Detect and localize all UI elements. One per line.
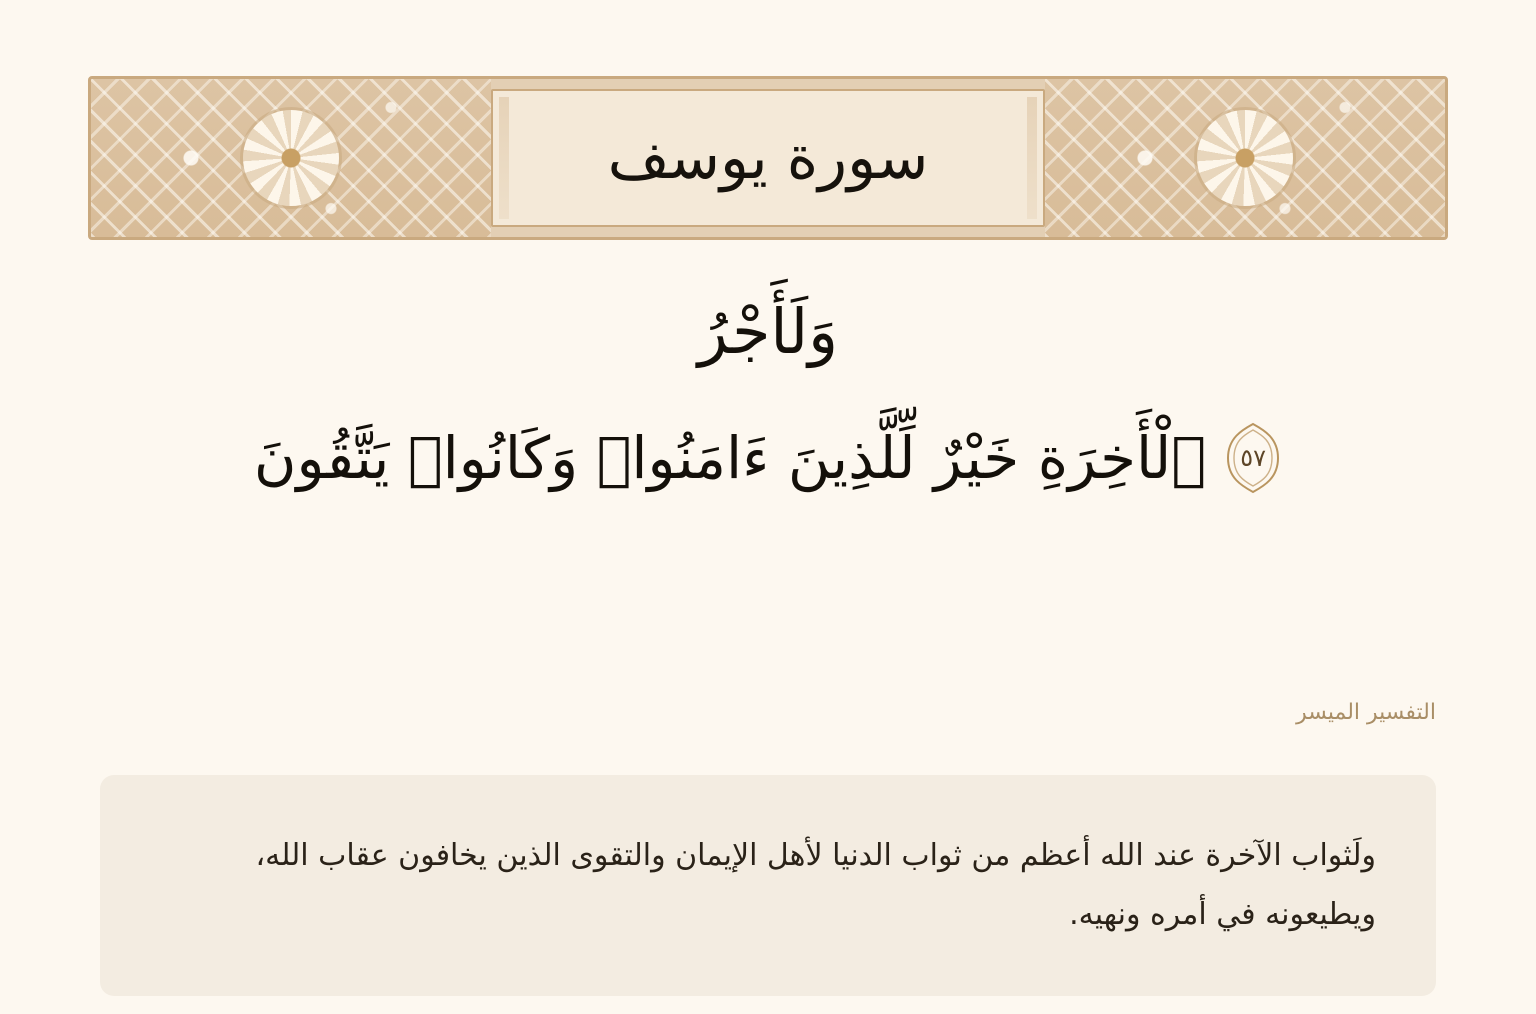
ayah-number-marker-icon [1224, 422, 1282, 494]
ayah-number: ٥٧ [1240, 444, 1267, 473]
surah-title-plate [491, 89, 1045, 227]
ayah-block [100, 285, 1436, 505]
rosette-icon-left [243, 110, 339, 206]
ayah-line-2-row [100, 412, 1436, 505]
arabesque-ornament-icon-left [91, 79, 491, 237]
arabesque-ornament-icon-right [1045, 79, 1445, 237]
tafsir-source-label: التفسير الميسر [1296, 700, 1436, 725]
ayah-line-1: وَلَأَجْرُ [697, 295, 839, 368]
surah-title: سورة يوسف [607, 123, 929, 193]
tafsir-panel [100, 775, 1436, 996]
banner-frame [88, 76, 1448, 240]
tafsir-text: ولَثواب الآخرة عند الله أعظم من ثواب الدنيا لأهل الإيمان والتقوى الذين يخافون عقاب الله، ويطيعونه في أمره ونهيه. [255, 838, 1376, 932]
rosette-icon-right [1197, 110, 1293, 206]
surah-header-banner [88, 76, 1448, 240]
ayah-line-2-text: ٱلْأَخِرَةِ خَيْرٌ لِّلَّذِينَ ءَامَنُوا۟ وَكَانُوا۟ يَتَّقُونَ [253, 424, 1207, 492]
